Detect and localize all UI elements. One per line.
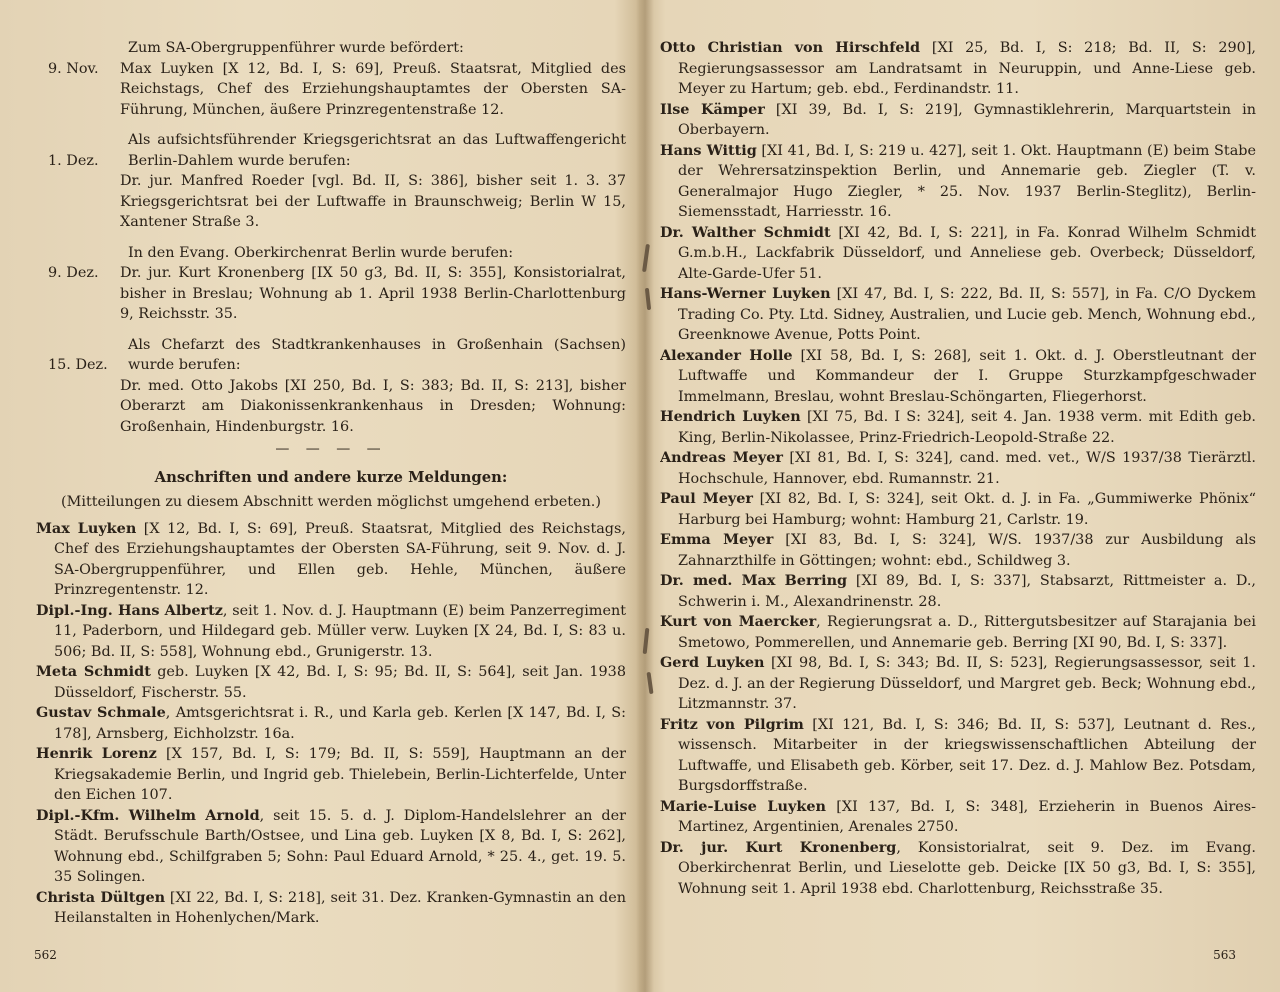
notice-item bbox=[36, 601, 626, 663]
notice-text: geb. Luyken [X 42, Bd. I, S: 95; Bd. II, S: 564], seit Jan. 1938 Düsseldorf, Fischerstr. 55. bbox=[54, 664, 626, 701]
notice-name: Emma Meyer bbox=[660, 531, 774, 548]
section-separator: — — — — bbox=[275, 441, 387, 457]
notice-text: [XI 75, Bd. I S: 324], seit 4. Jan. 1938 verm. mit Edith geb. King, Berlin-Nikolassee, Prinz-Friedrich-Leopold-Straße 22. bbox=[678, 409, 1256, 446]
entry-date: 9. Nov. bbox=[48, 60, 99, 77]
section-note: (Mitteilungen zu diesem Abschnitt werden möglichst umgehend erbeten.) bbox=[61, 494, 601, 510]
entry-date: 9. Dez. bbox=[48, 265, 99, 281]
notice-name: Dipl.-Ing. Hans Albertz bbox=[36, 601, 223, 619]
notice-item bbox=[36, 662, 626, 703]
notice-item bbox=[36, 806, 626, 888]
notice-text: [XI 58, Bd. I, S: 268], seit 1. Okt. d. J. Oberstleutnant der Luftwaffe und Kommandeur der I. Gruppe Sturzkampfgeschwader Immelmann, Breslau, wohnt Breslau-Schöngarten, Fliegerhorst. bbox=[678, 347, 1256, 405]
notice-name: Dipl.-Kfm. Wilhelm Arnold bbox=[36, 806, 260, 824]
notice-item bbox=[660, 346, 1256, 408]
notice-item bbox=[660, 797, 1256, 838]
notice-name: Gerd Luyken bbox=[660, 654, 765, 671]
entry-lead: Als Chefarzt des Stadtkrankenhauses in Großenhain (Sachsen) wurde berufen: bbox=[128, 336, 626, 373]
notice-text: [XI 82, Bd. I, S: 324], seit Okt. d. J. in Fa. „Gummiwerke Phönix“ Harburg bei Hamburg; wohnt: Hamburg 21, Carlstr. 19. bbox=[678, 491, 1256, 528]
notice-name: Kurt von Maercker bbox=[660, 613, 817, 630]
book-gutter bbox=[636, 0, 654, 992]
page-number-left: 562 bbox=[34, 948, 57, 962]
appointment-entry bbox=[36, 335, 626, 438]
notice-name: Andreas Meyer bbox=[660, 449, 783, 466]
notice-text: [XI 42, Bd. I, S: 221], in Fa. Konrad Wilhelm Schmidt G.m.b.H., Lackfabrik Düsseldorf, und Anneliese geb. Overbeck; Düsseldorf, Alte-Garde-Ufer 51. bbox=[678, 224, 1256, 282]
notice-item bbox=[660, 530, 1256, 571]
notice-item bbox=[660, 571, 1256, 612]
entry-text: Dr. jur. Kurt Kronenberg [IX 50 g3, Bd. II, S: 355], Konsistorialrat, bisher in Breslau; Wohnung ab 1. April 1938 Berlin-Charlottenburg 9, Reichsstr. 35. bbox=[120, 265, 626, 322]
notice-name: Hans-Werner Luyken bbox=[660, 285, 831, 302]
entry-lead: In den Evang. Oberkirchenrat Berlin wurde berufen: bbox=[128, 244, 514, 261]
notice-text: [XI 81, Bd. I, S: 324], cand. med. vet., W/S 1937/38 Tierärztl. Hochschule, Hannover, ebd. Rumannstr. 21. bbox=[678, 450, 1256, 487]
notice-item bbox=[660, 838, 1256, 900]
notice-text: , seit 15. 5. d. J. Diplom-Handelslehrer an der Städt. Berufsschule Barth/Ostsee, und Lina geb. Luyken [X 8, Bd. I, S: 262], Wohnung ebd., Schilfgraben 5; Sohn: Paul Eduard Arnold, * 25. 4., get. 19. 5. 35 Solingen. bbox=[54, 807, 626, 885]
appointment-entry bbox=[36, 130, 626, 233]
notice-name: Max Luyken bbox=[36, 519, 137, 537]
appointment-entry bbox=[36, 38, 626, 120]
entry-text: Dr. med. Otto Jakobs [XI 250, Bd. I, S: 383; Bd. II, S: 213], bisher Oberarzt am Diakonissenkrankenhaus in Dresden; Wohnung: Großenhain, Hindenburgstr. 16. bbox=[120, 377, 626, 435]
notice-name: Henrik Lorenz bbox=[36, 745, 157, 762]
notice-text: , Amtsgerichtsrat i. R., und Karla geb. Kerlen [X 147, Bd. I, S: 178], Arnsberg, Eichholzstr. 16a. bbox=[54, 705, 626, 742]
notice-item bbox=[660, 100, 1256, 141]
notice-name: Otto Christian von Hirschfeld bbox=[660, 39, 921, 56]
notice-text: [X 157, Bd. I, S: 179; Bd. II, S: 559], Hauptmann an der Kriegsakademie Berlin, und Ingrid geb. Thielebein, Berlin-Lichterfelde, Unter den Eichen 107. bbox=[54, 746, 626, 803]
entry-text: Max Luyken [X 12, Bd. I, S: 69], Preuß. Staatsrat, Mitglied des Reichstags, Chef des Erziehungshauptamtes der Obersten SA-Führung, München, äußere Prinzregentenstraße 12. bbox=[120, 60, 626, 118]
entry-text: Dr. jur. Manfred Roeder [vgl. Bd. II, S: 386], bisher seit 1. 3. 37 Kriegsgerichtsrat bei der Luftwaffe in Braunschweig; Berlin W 15, Xantener Straße 3. bbox=[120, 173, 626, 230]
notice-text: [XI 137, Bd. I, S: 348], Erzieherin in Buenos Aires-Martinez, Argentinien, Arenales 2750. bbox=[678, 798, 1256, 835]
notice-item bbox=[36, 703, 626, 744]
notice-item bbox=[660, 489, 1256, 530]
notice-text: , Regierungsrat a. D., Rittergutsbesitzer auf Starajania bei Smetowo, Pommerellen, und Annemarie geb. Berring [XI 90, Bd. I, S: 337]. bbox=[678, 614, 1256, 651]
notice-name: Alexander Holle bbox=[660, 346, 793, 364]
notice-name: Dr. med. Max Berring bbox=[660, 572, 848, 589]
notice-text: [XI 98, Bd. I, S: 343; Bd. II, S: 523], Regierungsassessor, seit 1. Dez. d. J. an der Regierung Düsseldorf, und Margret geb. Beck; Wohnung ebd., Litzmannstr. 37. bbox=[678, 655, 1256, 712]
notice-text: [XI 121, Bd. I, S: 346; Bd. II, S: 537], Leutnant d. Res., wissensch. Mitarbeiter in der kriegswissenschaftlichen Abteilung der Luftwaffe, und Elisabeth geb. Körber, seit 17. Dez. d. J. Mahlow Bez. Potsdam, Burgsdorffstraße. bbox=[678, 716, 1256, 794]
notice-text: [XI 25, Bd. I, S: 218; Bd. II, S: 290], Regierungsassessor am Landratsamt in Neuruppin, und Anne-Liese geb. Meyer zu Hartum; geb. ebd., Ferdinandstr. 11. bbox=[678, 40, 1256, 97]
notice-text: [XI 39, Bd. I, S: 219], Gymnastiklehrerin, Marquartstein in Oberbayern. bbox=[678, 101, 1256, 138]
notice-name: Hans Wittig bbox=[660, 141, 757, 159]
appointment-entry bbox=[36, 243, 626, 325]
notice-text: [XI 41, Bd. I, S: 219 u. 427], seit 1. Okt. Hauptmann (E) beim Stabe der Wehrersatzinspektion Berlin, und Annemarie geb. Ziegler (T. v. Generalmajor Hugo Ziegler, * 25. Nov. 1937 Berlin-Steglitz), Berlin-Siemensstadt, Harriesstr. 16. bbox=[678, 142, 1256, 220]
notice-item bbox=[660, 141, 1256, 223]
notice-name: Dr. Walther Schmidt bbox=[660, 223, 831, 241]
notice-name: Fritz von Pilgrim bbox=[660, 715, 804, 733]
notice-item bbox=[660, 715, 1256, 797]
notice-name: Marie-Luise Luyken bbox=[660, 797, 826, 815]
notice-name: Meta Schmidt bbox=[36, 663, 151, 680]
page-number-right: 563 bbox=[1213, 948, 1236, 962]
notice-item bbox=[660, 38, 1256, 100]
notice-text: [XI 47, Bd. I, S: 222, Bd. II, S: 557], in Fa. C/O Dyckem Trading Co. Pty. Ltd. Sidney, Australien, und Lucie geb. Mench, Wohnung ebd., Greenknowe Avenue, Potts Point. bbox=[678, 286, 1256, 343]
notice-list bbox=[660, 38, 1256, 899]
entry-lead: Zum SA-Obergruppenführer wurde befördert: bbox=[128, 40, 464, 56]
section-heading: Anschriften und andere kurze Meldungen: bbox=[154, 469, 508, 486]
notice-text: , Konsistorialrat, seit 9. Dez. im Evang. Oberkirchenrat Berlin, und Lieselotte geb. Deicke [IX 50 g3, Bd. I, S: 355], Wohnung seit 1. April 1938 ebd. Charlottenburg, Reichsstraße 35. bbox=[678, 839, 1256, 897]
notice-list bbox=[36, 519, 626, 929]
entry-date: 1. Dez. bbox=[48, 152, 99, 169]
entry-lead: Als aufsichtsführender Kriegsgerichtsrat an das Luftwaffengericht Berlin-Dahlem wurde berufen: bbox=[128, 132, 626, 169]
notice-text: [XI 22, Bd. I, S: 218], seit 31. Dez. Kranken-Gymnastin an den Heilanstalten in Hohenlychen/Mark. bbox=[54, 889, 626, 926]
notice-text: [X 12, Bd. I, S: 69], Preuß. Staatsrat, Mitglied des Reichstags, Chef des Erziehungshauptamtes der Obersten SA-Führung, seit 9. Nov. d. J. SA-Obergruppenführer, und Ellen geb. Hehle, München, äußere Prinzregentenstr. 12. bbox=[54, 520, 626, 598]
notice-item bbox=[660, 284, 1256, 346]
notice-item bbox=[660, 653, 1256, 715]
notice-item bbox=[36, 888, 626, 929]
right-page bbox=[660, 38, 1256, 978]
notice-name: Hendrich Luyken bbox=[660, 408, 801, 425]
notice-name: Gustav Schmale bbox=[36, 704, 166, 721]
notice-item bbox=[660, 407, 1256, 448]
notice-name: Paul Meyer bbox=[660, 490, 753, 507]
notice-text: [XI 83, Bd. I, S: 324], W/S. 1937/38 zur Ausbildung als Zahnarzthilfe in Göttingen; wohnt: ebd., Schildweg 3. bbox=[678, 532, 1256, 569]
appointment-list bbox=[36, 38, 626, 437]
notice-item bbox=[660, 223, 1256, 285]
notice-text: , seit 1. Nov. d. J. Hauptmann (E) beim Panzerregiment 11, Paderborn, und Hildegard geb. Müller verw. Luyken [X 24, Bd. I, S: 83 u. 506; Bd. II, S: 558], Wohnung ebd., Grunigerstr. 13. bbox=[54, 602, 626, 660]
entry-date: 15. Dez. bbox=[48, 357, 108, 373]
notice-name: Dr. jur. Kurt Kronenberg bbox=[660, 838, 897, 856]
notice-item bbox=[36, 519, 626, 601]
notice-item bbox=[36, 744, 626, 806]
notice-name: Ilse Kämper bbox=[660, 100, 765, 118]
notice-item bbox=[660, 612, 1256, 653]
left-page bbox=[36, 38, 626, 978]
notice-text: [XI 89, Bd. I, S: 337], Stabsarzt, Rittmeister a. D., Schwerin i. M., Alexandrinenstr. 28. bbox=[678, 573, 1256, 610]
notice-name: Christa Dültgen bbox=[36, 888, 166, 906]
notice-item bbox=[660, 448, 1256, 489]
